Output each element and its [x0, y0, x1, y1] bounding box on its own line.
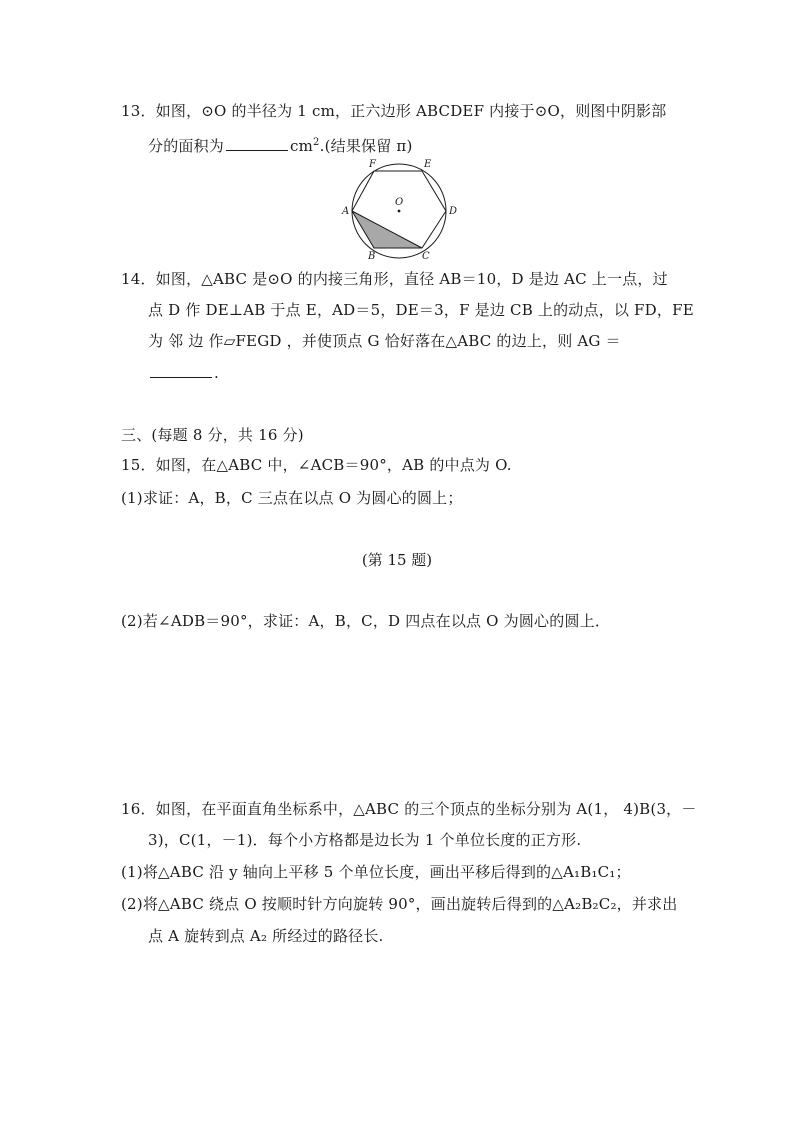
q14-line3: 为 邻 边 作▱FEGD ，并使顶点 G 恰好落在△ABC 的边上，则 AG ＝ [148, 332, 621, 350]
q15-part2: (2)若∠ADB＝90°，求证：A，B，C，D 四点在以点 O 为圆心的圆上． [121, 612, 611, 630]
q16-part2b: 点 A 旋转到点 A₂ 所经过的路径长. [148, 927, 384, 945]
q14-line2: 点 D 作 DE⊥AB 于点 E，AD＝5，DE＝3，F 是边 CB 上的动点，以 FD，FE [148, 301, 694, 319]
section-heading: 三、(每题 8 分，共 16 分) [121, 426, 304, 444]
answer-blank [150, 363, 212, 378]
figure-caption: (第 15 题) [361, 551, 433, 569]
q13-line1: 13．如图，⊙O 的半径为 1 cm，正六边形 ABCDEF 内接于⊙O，则图中阴影部 [121, 102, 667, 120]
q14-line1: 14．如图，△ABC 是⊙O 的内接三角形，直径 AB＝10，D 是边 AC 上一点，过 [121, 270, 668, 288]
center-point [398, 210, 401, 213]
q16-part1: (1)将△ABC 沿 y 轴向上平移 5 个单位长度，画出平移后得到的△A₁B₁C₁； [121, 863, 631, 881]
q14-period: . [214, 364, 219, 382]
q15-part1: (1)求证：A，B，C 三点在以点 O 为圆心的圆上； [121, 489, 463, 507]
answer-blank [226, 136, 288, 151]
q15-line1: 15．如图，在△ABC 中，∠ACB＝90°，AB 的中点为 O. [121, 456, 512, 474]
label-c: C [422, 251, 430, 262]
q14-line4 [148, 362, 219, 384]
q16-part2a: (2)将△ABC 绕点 O 按顺时针方向旋转 90°，画出旋转后得到的△A₂B₂C₂，并求出 [121, 895, 678, 913]
q13-line2-text: 分的面积为 [148, 137, 225, 155]
label-b: B [368, 251, 376, 262]
q16-line1: 16．如图，在平面直角坐标系中，△ABC 的三个顶点的坐标分别为 A(1， 4)B(3，－ [121, 800, 697, 818]
label-f: F [369, 159, 376, 170]
q13-line2 [148, 132, 413, 157]
hexagon-circle-figure [336, 155, 466, 265]
label-o: O [395, 197, 404, 208]
label-e: E [424, 159, 432, 170]
q16-line2: 3)，C(1，－1)．每个小方格都是边长为 1 个单位长度的正方形. [148, 831, 582, 849]
q13-unit-exponent: 2 [313, 137, 320, 148]
label-d: D [449, 206, 458, 217]
q13-unit: cm [290, 137, 314, 155]
label-a: A [342, 206, 350, 217]
q13-line2-tail: .(结果保留 π) [319, 137, 413, 155]
